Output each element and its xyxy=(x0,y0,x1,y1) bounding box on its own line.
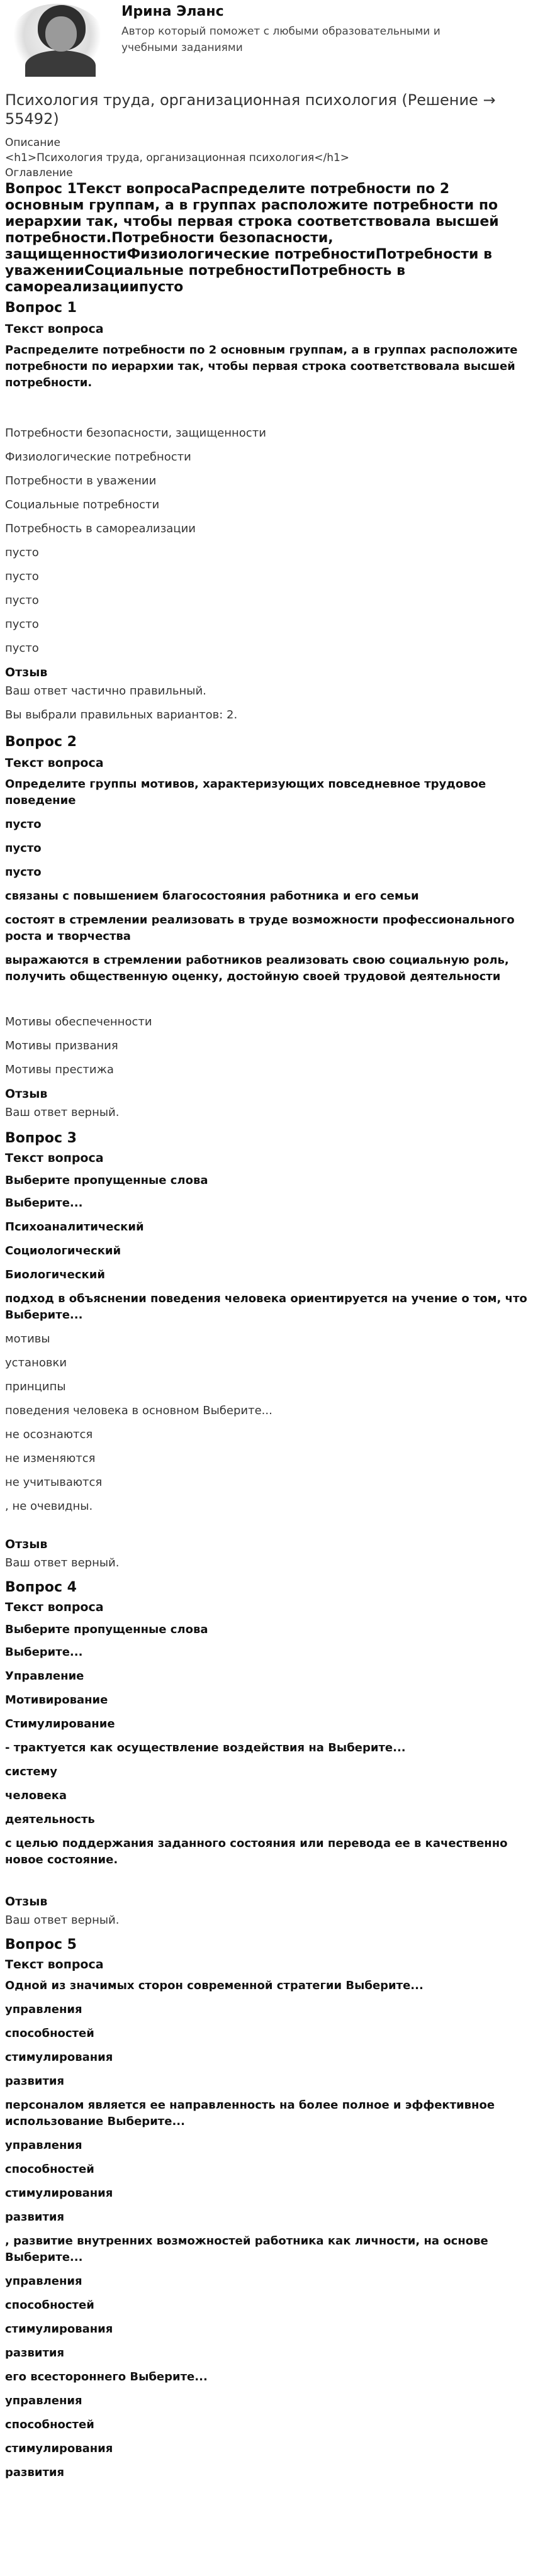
dropdown-option[interactable]: Социологический xyxy=(5,1244,121,1257)
dropdown-option[interactable]: развития xyxy=(5,2075,65,2088)
empty-slot[interactable]: пусто xyxy=(5,818,42,831)
feedback-text: Ваш ответ верный. xyxy=(5,1914,120,1927)
dropdown-option[interactable]: стимулирования xyxy=(5,2442,113,2455)
dropdown-option[interactable]: развития xyxy=(5,2346,65,2360)
sentence: , не очевидны. xyxy=(5,1500,93,1513)
question-text-label: Текст вопроса xyxy=(5,1151,104,1165)
instruction: Выберите пропущенные слова xyxy=(5,1623,208,1636)
question-1-text: Распределите потребности по 2 основным группам, а в группах расположите потребности по иерархии так, чтобы первая строка соответствовала высшей потребности. xyxy=(5,343,518,389)
author-name[interactable]: Ирина Эланс xyxy=(121,4,224,20)
dropdown-option[interactable]: развития xyxy=(5,2211,65,2224)
statement: связаны с повышением благосостояния работника и его семьи xyxy=(5,889,419,903)
dropdown-option[interactable]: принципы xyxy=(5,1380,66,1393)
dropdown-option[interactable]: деятельность xyxy=(5,1813,95,1826)
dropdown-option[interactable]: стимулирования xyxy=(5,2051,113,2064)
question-text-label: Текст вопроса xyxy=(5,756,104,770)
feedback-text: Ваш ответ верный. xyxy=(5,1556,120,1570)
sentence: поведения человека в основном Выберите... xyxy=(5,1404,272,1417)
dropdown-option[interactable]: развития xyxy=(5,2466,65,2479)
feedback-label: Отзыв xyxy=(5,666,48,679)
instruction: Выберите пропущенные слова xyxy=(5,1174,208,1187)
dropdown-option[interactable]: Психоаналитический xyxy=(5,1220,144,1234)
option[interactable]: Физиологические потребности xyxy=(5,450,191,464)
dropdown-option[interactable]: Стимулирование xyxy=(5,1717,115,1731)
sentence: , развитие внутренних возможностей работника как личности, на основе Выберите... xyxy=(5,2234,488,2264)
author-subtitle: Автор который поможет с любыми образовательными и учебными заданиями xyxy=(121,25,440,54)
empty-slot[interactable]: пусто xyxy=(5,842,42,855)
empty-slot[interactable]: пусто xyxy=(5,866,42,879)
option[interactable]: Потребности в уважении xyxy=(5,474,157,488)
question-text-label: Текст вопроса xyxy=(5,322,104,336)
description-label: Описание xyxy=(5,137,60,149)
dropdown-option[interactable]: мотивы xyxy=(5,1332,50,1346)
description-text: <h1>Психология труда, организационная психология</h1> xyxy=(5,152,350,164)
statement: состоят в стремлении реализовать в труде возможности профессионального роста и творчества xyxy=(5,913,515,943)
dropdown-option[interactable]: способностей xyxy=(5,2418,94,2431)
dropdown-option[interactable]: установки xyxy=(5,1356,67,1369)
toc-text: Вопрос 1Текст вопросаРаспределите потребности по 2 основным группам, а в группах расположите потребности по иерархии так, чтобы первая строка соответствовала высшей потребности.Потребности безопасности, защищенностиФизиологические потребностиПотребности в уваженииСоциальные потребностиПотребность в самореализациипусто xyxy=(5,181,499,295)
dropdown-option[interactable]: управления xyxy=(5,2139,82,2152)
empty-slot[interactable]: пусто xyxy=(5,618,39,631)
question-5-title: Вопрос 5 xyxy=(5,1937,77,1953)
author-header xyxy=(5,0,528,77)
feedback-text: Вы выбрали правильных вариантов: 2. xyxy=(5,708,238,722)
dropdown-option[interactable]: систему xyxy=(5,1765,58,1778)
sentence: подход в объяснении поведения человека ориентируется на учение о том, что Выберите... xyxy=(5,1292,527,1322)
dropdown-option[interactable]: управления xyxy=(5,2003,82,2016)
option[interactable]: Потребность в самореализации xyxy=(5,522,196,535)
feedback-label: Отзыв xyxy=(5,1087,48,1101)
dropdown-option[interactable]: Биологический xyxy=(5,1268,105,1281)
sentence: его всестороннего Выберите... xyxy=(5,2370,208,2384)
dropdown-option[interactable]: Управление xyxy=(5,1670,84,1683)
dropdown-option[interactable]: стимулирования xyxy=(5,2187,113,2200)
empty-slot[interactable]: пусто xyxy=(5,546,39,559)
question-3-title: Вопрос 3 xyxy=(5,1130,77,1146)
question-2-title: Вопрос 2 xyxy=(5,734,77,750)
question-text-label: Текст вопроса xyxy=(5,1958,104,1971)
dropdown-option[interactable]: не изменяются xyxy=(5,1452,96,1465)
toc-label: Оглавление xyxy=(5,167,73,179)
dropdown-option[interactable]: способностей xyxy=(5,2163,94,2176)
empty-slot[interactable]: пусто xyxy=(5,570,39,583)
dropdown-option[interactable]: стимулирования xyxy=(5,2322,113,2336)
question-1-title: Вопрос 1 xyxy=(5,300,77,316)
dropdown-option[interactable]: способностей xyxy=(5,2027,94,2040)
select-dropdown[interactable]: Выберите... xyxy=(5,1646,83,1659)
dropdown-option[interactable]: не учитываются xyxy=(5,1476,103,1489)
sentence: Одной из значимых сторон современной стратегии Выберите... xyxy=(5,1979,424,1992)
statement: выражаются в стремлении работников реализовать свою социальную роль, получить общественную оценку, достойную своей трудовой деятельности xyxy=(5,954,509,983)
sentence: с целью поддержания заданного состояния или перевода ее в качественно новое состояние. xyxy=(5,1837,508,1866)
empty-slot[interactable]: пусто xyxy=(5,594,39,607)
option[interactable]: Потребности безопасности, защищенности xyxy=(5,427,266,440)
answer-option[interactable]: Мотивы престижа xyxy=(5,1063,114,1076)
avatar[interactable] xyxy=(5,1,112,77)
empty-slot[interactable]: пусто xyxy=(5,642,39,655)
question-4-title: Вопрос 4 xyxy=(5,1580,77,1595)
sentence: - трактуется как осуществление воздействия на Выберите... xyxy=(5,1741,406,1754)
sentence: персоналом является ее направленность на более полное и эффективное использование Выберите... xyxy=(5,2099,495,2128)
feedback-label: Отзыв xyxy=(5,1537,48,1551)
answer-option[interactable]: Мотивы обеспеченности xyxy=(5,1015,152,1029)
select-dropdown[interactable]: Выберите... xyxy=(5,1196,83,1210)
dropdown-option[interactable]: управления xyxy=(5,2275,82,2288)
dropdown-option[interactable]: управления xyxy=(5,2394,82,2407)
option[interactable]: Социальные потребности xyxy=(5,498,160,511)
dropdown-option[interactable]: способностей xyxy=(5,2299,94,2312)
dropdown-option[interactable]: не осознаются xyxy=(5,1428,93,1441)
question-2-text: Определите группы мотивов, характеризующих повседневное трудовое поведение xyxy=(5,778,486,807)
question-text-label: Текст вопроса xyxy=(5,1600,104,1614)
answer-option[interactable]: Мотивы призвания xyxy=(5,1039,118,1052)
feedback-text: Ваш ответ частично правильный. xyxy=(5,684,206,698)
dropdown-option[interactable]: человека xyxy=(5,1789,67,1802)
feedback-text: Ваш ответ верный. xyxy=(5,1106,120,1119)
page-title: Психология труда, организационная психология (Решение → 55492) xyxy=(5,91,496,128)
dropdown-option[interactable]: Мотивирование xyxy=(5,1693,108,1707)
feedback-label: Отзыв xyxy=(5,1895,48,1909)
